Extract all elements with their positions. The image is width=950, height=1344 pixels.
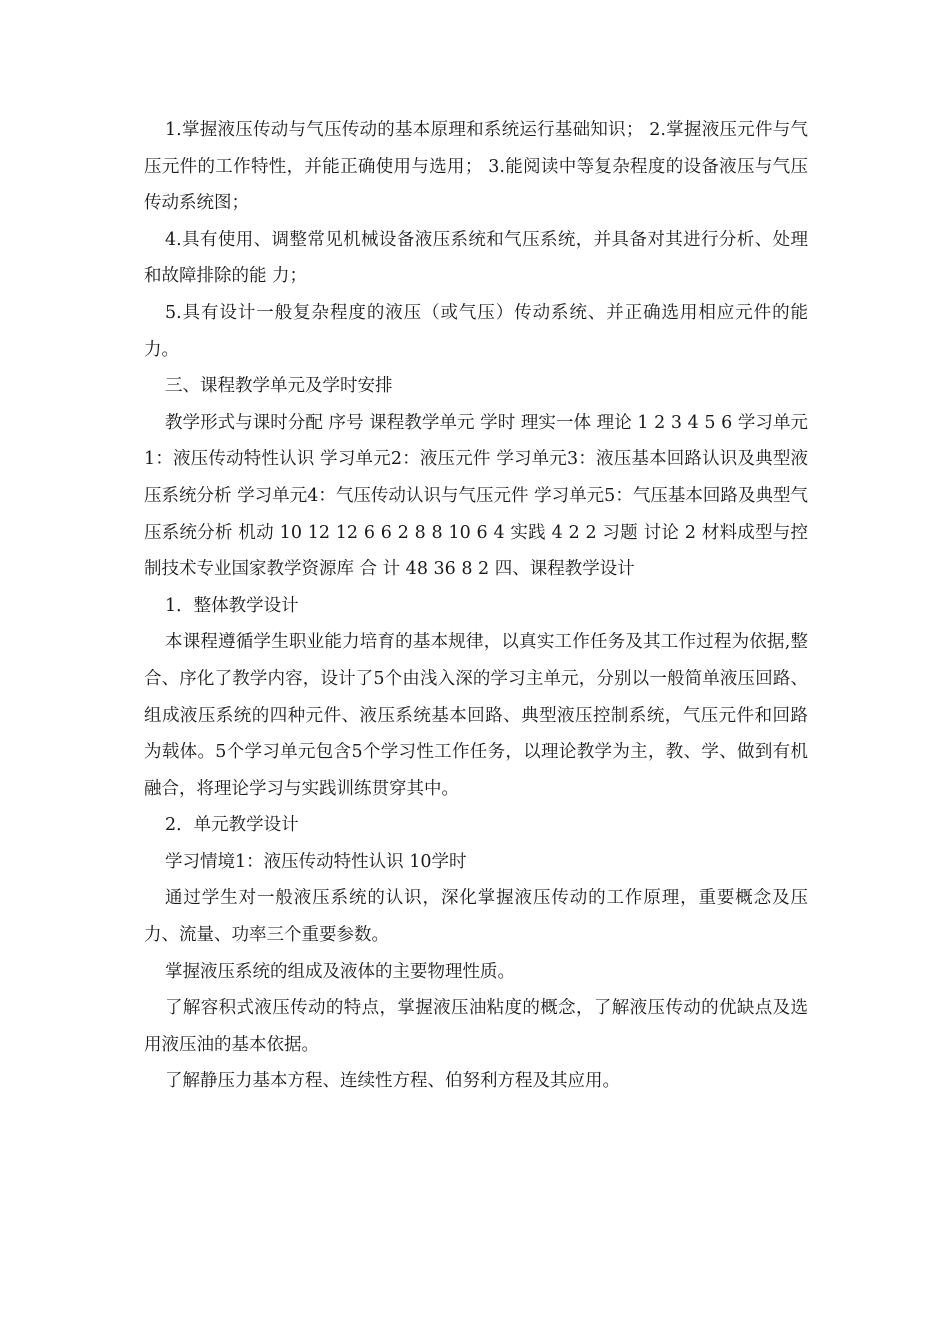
unit-paragraph-2: 掌握液压系统的组成及液体的主要物理性质。	[165, 961, 515, 982]
objectives-paragraph-1: 1.掌握液压传动与气压传动的基本原理和系统运行基础知识； 2.掌握液压元件与气压元件的工作特性，并能正确使用与选用； 3.能阅读中等复杂程度的设备液压与气压传动系统图；	[144, 120, 808, 214]
document-page	[144, 112, 808, 1100]
unit-paragraph-3: 了解容积式液压传动的特点，掌握液压油粘度的概念，了解液压传动的优缺点及选用液压油的基本依据。	[144, 998, 808, 1055]
objectives-paragraph-3: 5.具有设计一般复杂程度的液压（或气压）传动系统、并正确选用相应元件的能力。	[144, 302, 808, 360]
subheading-overall-design: 1．整体教学设计	[165, 595, 299, 616]
section-heading-3: 三、课程教学单元及学时安排	[165, 376, 393, 397]
overall-design-paragraph: 本课程遵循学生职业能力培育的基本规律，以真实工作任务及其工作过程为依据,整合、序化了教学内容，设计了5个由浅入深的学习主单元，分别以一般简单液压回路、组成液压系统的四种元件、液压系统基本回路、典型液压控制系统，气压元件和回路为载体。5个学习单元包含5个学习性工作任务，以理论教学为主，教、学、做到有机融合，将理论学习与实践训练贯穿其中。	[144, 632, 808, 799]
learning-context-1-title: 学习情境1：液压传动特性认识 10学时	[165, 851, 467, 872]
schedule-table-text: 教学形式与课时分配 序号 课程教学单元 学时 理实一体 理论 1 2 3 4 5 6 学习单元1：液压传动特性认识 学习单元2：液压元件 学习单元3：液压基本回路认识及典型液压系统分析 学习单元4：气压传动认识与气压元件 学习单元5：气压基本回路及典型气压系统分析 机动 10 12 12 6 6 2 8 8 10 6 4 实践 4 2 2 习题 讨论 2 材料成型与控制技术专业国家教学资源库 合 计 48 36 8 2 四、课程教学设计	[144, 412, 808, 580]
unit-paragraph-4: 了解静压力基本方程、连续性方程、伯努利方程及其应用。	[165, 1071, 620, 1092]
objectives-paragraph-2: 4.具有使用、调整常见机械设备液压系统和气压系统，并具备对其进行分析、处理和故障排除的能 力；	[144, 229, 808, 287]
unit-paragraph-1: 通过学生对一般液压系统的认识，深化掌握液压传动的工作原理，重要概念及压力、流量、功率三个重要参数。	[144, 888, 808, 946]
subheading-unit-design: 2．单元教学设计	[165, 815, 299, 836]
